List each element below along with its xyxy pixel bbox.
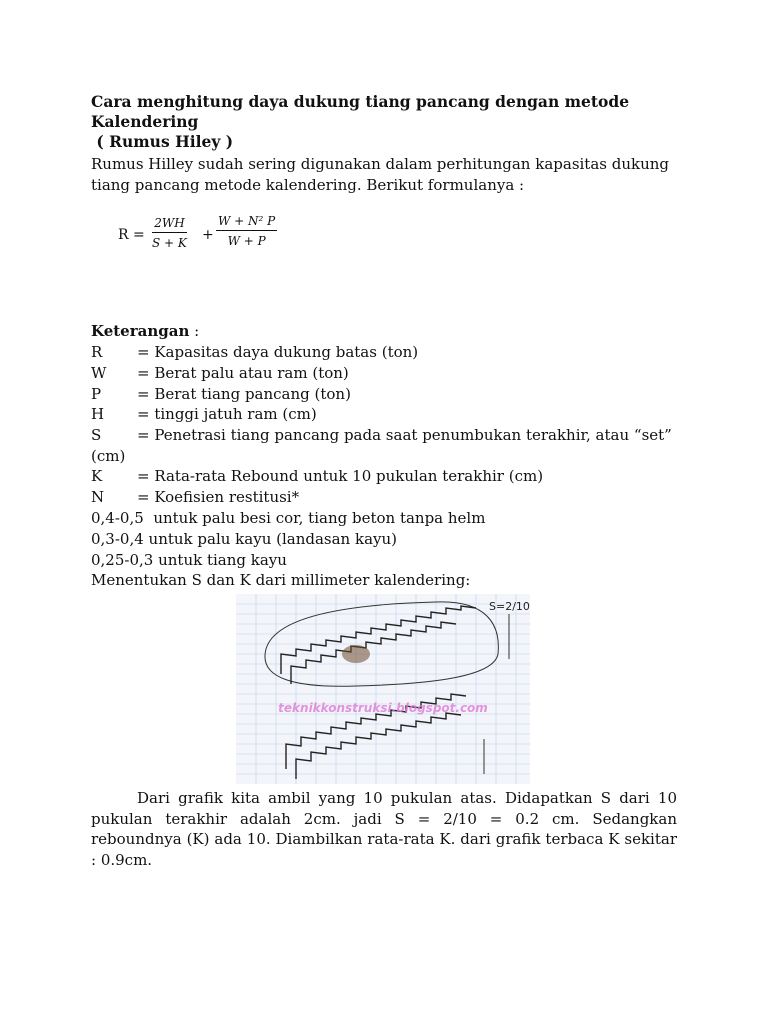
definition-symbol: R <box>91 343 103 361</box>
definition-symbol: S <box>91 426 102 444</box>
definition-text: = Rata-rata Rebound untuk 10 pukulan terakhir (cm) <box>137 467 544 485</box>
s-label: S=2/10 <box>489 600 530 613</box>
keterangan-colon: : <box>189 322 200 340</box>
formula-frac2-numerator: W + N² P <box>216 214 277 231</box>
coefficient-line: 0,25-0,3 untuk tiang kayu <box>91 551 287 569</box>
definition-text: = Penetrasi tiang pancang pada saat penumbukan terakhir, atau “set” <box>137 426 672 444</box>
definition-row <box>91 446 691 467</box>
formula-plus: + <box>202 227 214 243</box>
definition-text: = Berat palu atau ram (ton) <box>137 364 349 382</box>
kalendering-graph-image <box>236 594 530 784</box>
figure-intro-line: Menentukan S dan K dari millimeter kalendering: <box>91 571 471 589</box>
formula-frac1-numerator: 2WH <box>152 216 187 233</box>
coefficient-line: 0,4-0,5 untuk palu besi cor, tiang beton tanpa helm <box>91 509 486 527</box>
definition-symbol: (cm) <box>91 447 126 465</box>
definition-row <box>91 363 691 384</box>
definition-text: = Koefisien restitusi* <box>137 488 300 506</box>
definition-row <box>91 487 691 508</box>
title-line-3: ( Rumus Hiley ) <box>91 132 234 151</box>
intro-line-2: tiang pancang metode kalendering. Berikut formulanya : <box>91 175 525 194</box>
title-line-2: Kalendering <box>91 112 199 131</box>
coefficient-line: 0,3-0,4 untuk palu kayu (landasan kayu) <box>91 530 398 548</box>
definition-symbol: W <box>91 364 107 382</box>
title-line-1: Cara menghitung daya dukung tiang pancang dengan metode <box>91 92 630 111</box>
document-title <box>91 92 691 152</box>
definition-row <box>91 384 691 405</box>
formula-frac2-denominator: W + P <box>227 234 266 248</box>
definition-symbol: N <box>91 488 105 506</box>
definition-row <box>91 425 691 446</box>
formula-fraction-2 <box>216 214 277 248</box>
keterangan-heading <box>91 321 199 342</box>
conclusion-text: Dari grafik kita ambil yang 10 pukulan atas. Didapatkan S dari 10 pukulan terakhir adalah 2cm. jadi S = 2/10 = 0.2 cm. Sedangkan reboundnya (K) ada 10. Diambilkan rata-rata K. dari grafik terbaca K sekitar : 0.9cm. <box>91 789 677 870</box>
definition-symbol: P <box>91 385 102 403</box>
definition-row <box>91 404 691 425</box>
formula-frac1-denominator: S + K <box>152 236 187 250</box>
definition-text: = tinggi jatuh ram (cm) <box>137 405 317 423</box>
conclusion-paragraph <box>91 788 677 871</box>
hiley-formula <box>118 214 288 258</box>
definition-text: = Berat tiang pancang (ton) <box>137 385 351 403</box>
keterangan-label: Keterangan <box>91 322 190 340</box>
formula-fraction-1 <box>152 216 187 250</box>
formula-lhs: R = <box>118 227 145 243</box>
intro-line-1: Rumus Hilley sudah sering digunakan dalam perhitungan kapasitas dukung <box>91 155 670 173</box>
definition-text: = Kapasitas daya dukung batas (ton) <box>137 343 419 361</box>
definition-symbol: K <box>91 467 103 485</box>
definition-row <box>91 342 691 363</box>
definition-row <box>91 466 691 487</box>
kalendering-sketch <box>236 594 530 784</box>
watermark-text: teknikkonstruksi.blogspot.com <box>278 701 488 715</box>
definition-symbol: H <box>91 405 105 423</box>
intro-paragraph <box>91 154 681 195</box>
